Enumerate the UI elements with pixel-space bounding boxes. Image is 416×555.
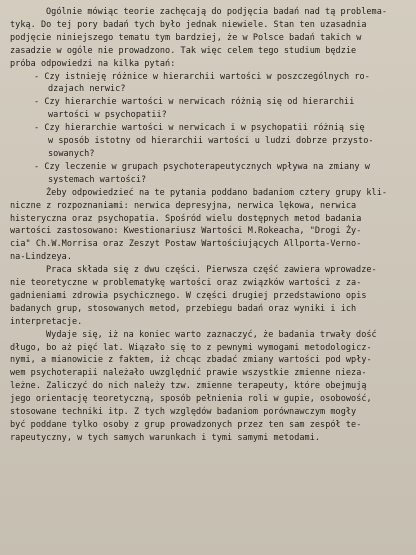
text-line-25: interpretacje. (10, 316, 83, 327)
text-line-21: Praca składa się z dwu części. Pierwsza część zawiera wprowadze- (46, 265, 377, 276)
text-line-15: Żeby odpowiedzieć na te pytania poddano badaniom cztery grupy kli- (46, 187, 388, 198)
text-line-5: próba odpowiedzi na kilka pytań: (10, 58, 176, 69)
text-line-16: niczne z rozpoznaniami: nerwica depresyjna, nerwica lękowa, nerwica (10, 200, 357, 211)
text-line-6: - Czy istnieję różnice w hierarchii wartości w poszczególnych ro- (34, 71, 370, 82)
text-line-18: wartości zastosowano: Kwestionariusz Wartości M.Rokeacha, "Drogi Ży- (10, 226, 362, 237)
text-line-3: podjęcie niniejszego tematu tym bardziej, że w Polsce badań takich w (10, 32, 362, 43)
text-line-30: leżne. Zaliczyć do nich należy tzw. zmienne terapeuty, które obejmują (10, 381, 367, 392)
text-line-27: długo, bo aż pięć lat. Wiązało się to z pewnymi wymogami metodologicz- (10, 342, 372, 353)
text-line-8: - Czy hierarchie wartości w nerwicach różnią się od hierarchii (34, 97, 355, 108)
text-line-12: sowanych? (48, 148, 95, 159)
text-line-10: - Czy hierarchie wartości w nerwicach i w psychopatii różnią się (34, 123, 365, 134)
text-line-24: badanych grup, stosowanych metod, przebiegu badań oraz wyniki i ich (10, 303, 357, 314)
text-line-7: dzajach nerwic? (48, 84, 126, 95)
text-line-26: Wydaje się, iż na koniec warto zaznaczyć, że badania trwały dość (46, 329, 377, 340)
text-line-4: zasadzie w ogóle nie prowadzono. Tak więc celem tego studium będzie (10, 45, 357, 56)
text-line-14: systemach wartości? (48, 174, 147, 185)
text-line-34: rapeutyczny, w tych samych warunkach i tymi samymi metodami. (10, 432, 321, 443)
text-line-31: jego orientację teoretyczną, sposób pełnienia roli w gupie, osobowość, (10, 394, 372, 405)
text-line-28: nymi, a mianowicie z faktem, iż chcąc zbadać zmiany wartości pod wpły- (10, 355, 372, 366)
text-line-19: cia" Ch.W.Morrisa oraz Zeszyt Postaw Wartościujących Allporta-Verno- (10, 239, 362, 250)
text-line-22: nie teoretyczne w problematykę wartości oraz związków wartości z za- (10, 278, 362, 289)
text-line-17: histeryczna oraz psychopatia. Spośród wielu dostępnych metod badania (10, 213, 362, 224)
text-line-33: być poddane tylko osoby z grup prowadzonych przez ten sam zespół te- (10, 420, 362, 430)
text-line-13: - Czy leczenie w grupach psychoterapeutycznych wpływa na zmiany w (34, 161, 370, 172)
text-line-29: wem psychoterapii należało uwzględnić prawie wszystkie zmienne nieza- (10, 368, 367, 379)
text-line-11: w sposób istotny od hierarchii wartości u ludzi dobrze przysto- (48, 136, 374, 147)
text-line-20: na-Lindzeya. (10, 252, 73, 263)
text-line-1: Ogólnie mówiąc teorie zachęcają do podjęcia badań nad tą problema- (46, 7, 388, 17)
text-line-23: gadnieniami zdrowia psychicznego. W części drugiej przedstawiono opis (10, 290, 367, 301)
text-line-32: stosowane techniki itp. Z tych względów badaniom porównawczym mogły (10, 407, 357, 418)
text-line-9: wartości w psychopatii? (48, 110, 167, 121)
text-line-2: tyką. Do tej pory badań tych było jednak niewiele. Stan ten uzasadnia (10, 19, 367, 30)
